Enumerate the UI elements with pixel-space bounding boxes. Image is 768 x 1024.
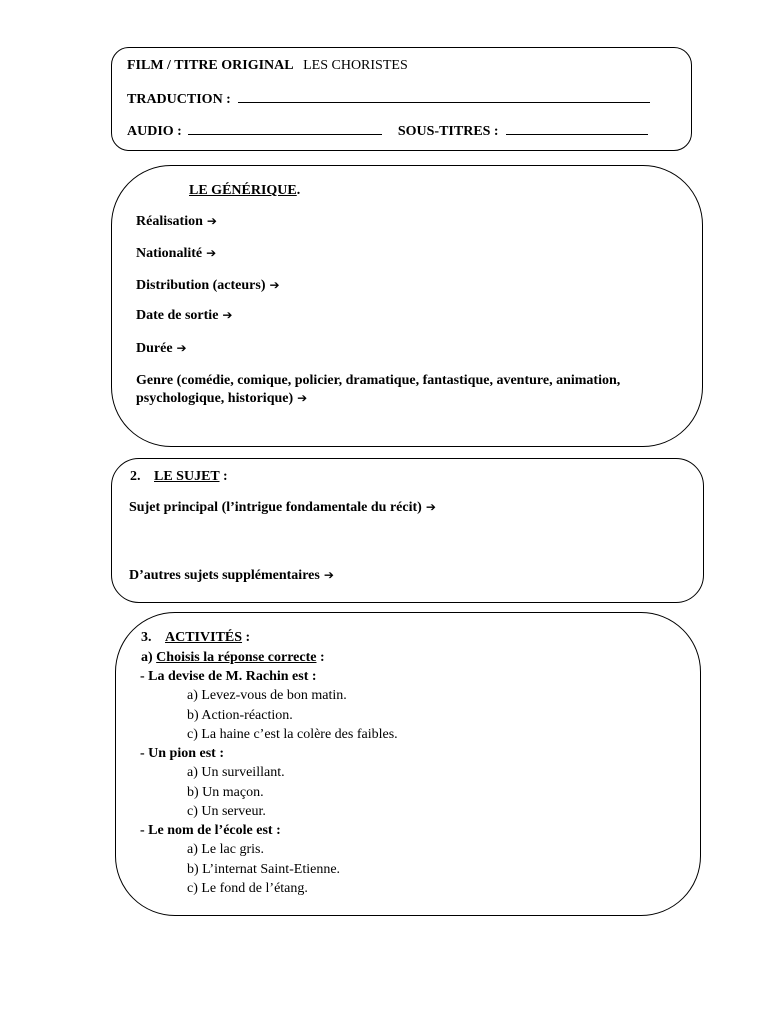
question-1-option-b[interactable]: b) Action-réaction. [187, 708, 293, 723]
traduction-label: TRADUCTION : [127, 92, 231, 107]
audio-line [127, 121, 648, 140]
arrow-right-icon: ➔ [206, 246, 217, 260]
activites-heading: 3. ACTIVITÉS : [141, 630, 251, 645]
generique-item-date: Date de sortie ➔ [136, 308, 233, 323]
generique-genre-line2: psychologique, historique) ➔ [136, 391, 308, 406]
generique-item-duree: Durée ➔ [136, 341, 187, 356]
audio-label: AUDIO : [127, 124, 182, 139]
generique-heading: LE GÉNÉRIQUE. [189, 183, 301, 198]
film-title-label: FILM / TITRE ORIGINAL [127, 58, 294, 73]
sujet-autres: D’autres sujets supplémentaires ➔ [129, 568, 334, 583]
generique-item-distribution: Distribution (acteurs) ➔ [136, 278, 280, 293]
question-2-option-b[interactable]: b) Un maçon. [187, 785, 264, 800]
activites-subheading: a) Choisis la réponse correcte : [141, 650, 325, 665]
question-3: - Le nom de l’école est : [140, 823, 281, 838]
sujet-number: 2. [130, 469, 141, 484]
activites-number: 3. [141, 630, 152, 645]
traduction-line [127, 89, 650, 108]
sujet-heading: 2. LE SUJET : [130, 469, 228, 484]
question-1-option-c[interactable]: c) La haine c’est la colère des faibles. [187, 727, 398, 742]
arrow-right-icon: ➔ [222, 308, 233, 322]
soustitres-label: SOUS-TITRES : [397, 124, 499, 139]
arrow-right-icon: ➔ [269, 278, 280, 292]
generique-genre-line1: Genre (comédie, comique, policier, dramatique, fantastique, aventure, animation, [136, 373, 621, 388]
film-title-value: LES CHORISTES [303, 58, 408, 73]
question-2-option-a[interactable]: a) Un surveillant. [187, 765, 285, 780]
question-2-option-c[interactable]: c) Un serveur. [187, 804, 266, 819]
question-1: - La devise de M. Rachin est : [140, 669, 317, 684]
sujet-principal: Sujet principal (l’intrigue fondamentale du récit) ➔ [129, 500, 436, 515]
question-2: - Un pion est : [140, 746, 225, 761]
arrow-right-icon: ➔ [206, 214, 217, 228]
generique-title: LE GÉNÉRIQUE [189, 183, 297, 198]
soustitres-blank[interactable] [506, 121, 648, 135]
question-3-option-a[interactable]: a) Le lac gris. [187, 842, 264, 857]
audio-blank[interactable] [188, 121, 382, 135]
generique-item-nationalite: Nationalité ➔ [136, 246, 217, 261]
sujet-title: LE SUJET [154, 469, 220, 484]
question-3-option-b[interactable]: b) L’internat Saint-Etienne. [187, 862, 341, 877]
generique-item-realisation: Réalisation ➔ [136, 214, 217, 229]
question-1-option-a[interactable]: a) Levez-vous de bon matin. [187, 688, 347, 703]
activites-title: ACTIVITÉS [165, 630, 243, 645]
arrow-right-icon: ➔ [297, 391, 308, 405]
traduction-blank[interactable] [238, 89, 650, 103]
question-3-option-c[interactable]: c) Le fond de l’étang. [187, 881, 308, 896]
film-title-line [127, 58, 408, 74]
arrow-right-icon: ➔ [176, 341, 187, 355]
arrow-right-icon: ➔ [425, 500, 436, 514]
activites-instruction: Choisis la réponse correcte [156, 650, 317, 665]
arrow-right-icon: ➔ [323, 568, 334, 582]
